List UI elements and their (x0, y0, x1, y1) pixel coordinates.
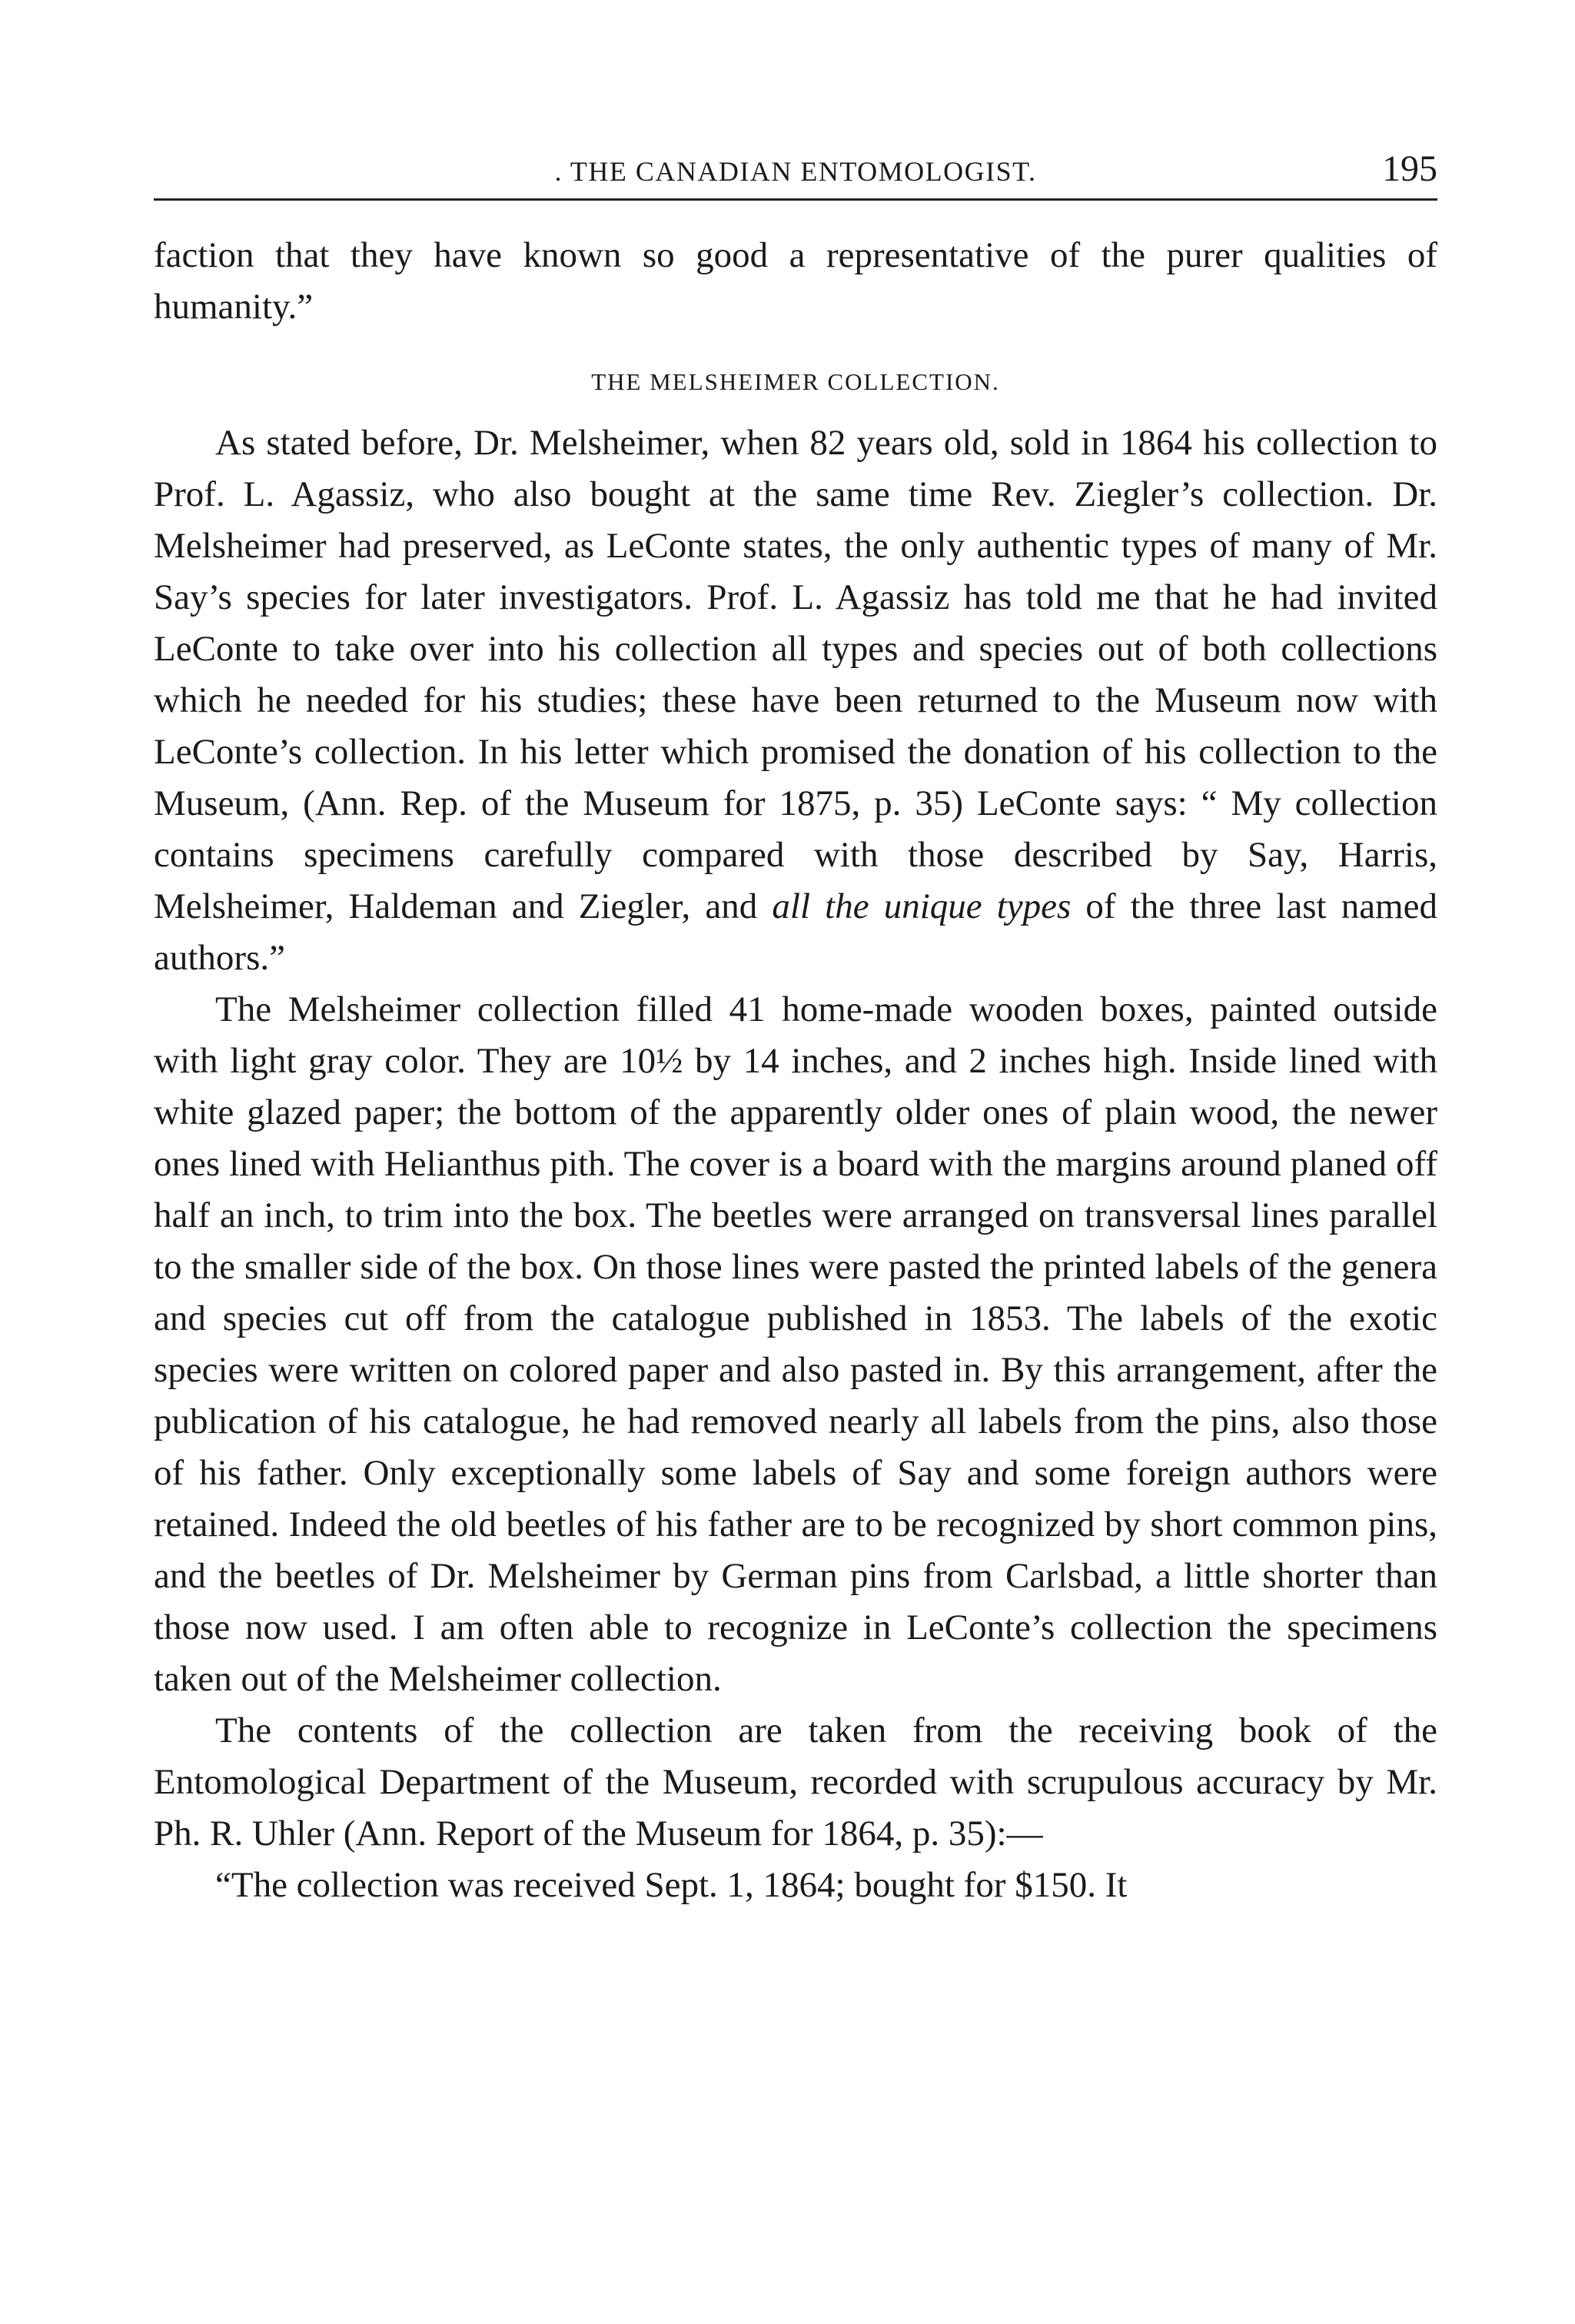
paragraph-1 (154, 417, 1437, 984)
section-title: THE MELSHEIMER COLLECTION. (591, 368, 1000, 395)
document-page (154, 115, 1437, 1911)
paragraph-4: “The collection was received Sept. 1, 1864; bought for $150. It (215, 1865, 1128, 1905)
paragraph-1-text-a: As stated before, Dr. Melsheimer, when 82 years old, sold in 1864 his collection to Prof. L. Agassiz, who also bought at the same time Rev. Ziegler’s collection. Dr. Melsheimer had preserved, as LeConte states, the only authentic types of many of Mr. Say’s species for later investigators. Prof. L. Agassiz has told me that he had invited LeConte to take over into his collection all types and species out of both collections which he needed for his studies; these have been returned to the Museum now with LeConte’s collection. In his letter which promised the donation of his collection to the Museum, (Ann. Rep. of the Museum for 1875, p. 35) LeConte says: “ My collection contains specimens carefully compared with those described by Say, Harris, Melsheimer, Haldeman and Ziegler, and (154, 423, 1437, 926)
paragraph-2: The Melsheimer collection filled 41 home-made wooden boxes, painted outside with light gray color. They are 10½ by 14 inches, and 2 inches high. Inside lined with white glazed paper; the bottom of the apparently older ones of plain wood, the newer ones lined with Helianthus pith. The cover is a board with the margins around planed off half an inch, to trim into the box. The beetles were arranged on transversal lines parallel to the smaller side of the box. On those lines were pasted the printed labels of the genera and species cut off from the catalogue published in 1853. The labels of the exotic species were written on colored paper and also pasted in. By this arrangement, after the publication of his catalogue, he had removed nearly all labels from the pins, also those of his father. Only exceptionally some labels of Say and some foreign authors were retained. Indeed the old beetles of his father are to be recognized by short common pins, and the beetles of Dr. Melsheimer by German pins from Carlsbad, a little shorter than those now used. I am often able to recognize in LeConte’s collection the specimens taken out of the Melsheimer collection. (154, 989, 1437, 1699)
paragraph-1-text-b: of the three last named authors.” (154, 886, 1437, 978)
continuation-paragraph: faction that they have known so good a representative of the purer qualities of humanity.” (154, 235, 1437, 327)
running-title: . THE CANADIAN ENTOMOLOGIST. (554, 156, 1037, 187)
page-number: 195 (1382, 148, 1437, 189)
page-header (154, 115, 1437, 189)
paragraph-1-italic: all the unique types (772, 886, 1072, 926)
header-rule (154, 198, 1437, 201)
paragraph-3: The contents of the collection are taken from the receiving book of the Entomological Department of the Museum, recorded with scrupulous accuracy by Mr. Ph. R. Uhler (Ann. Report of the Museum for 1864, p. 35):— (154, 1711, 1437, 1854)
